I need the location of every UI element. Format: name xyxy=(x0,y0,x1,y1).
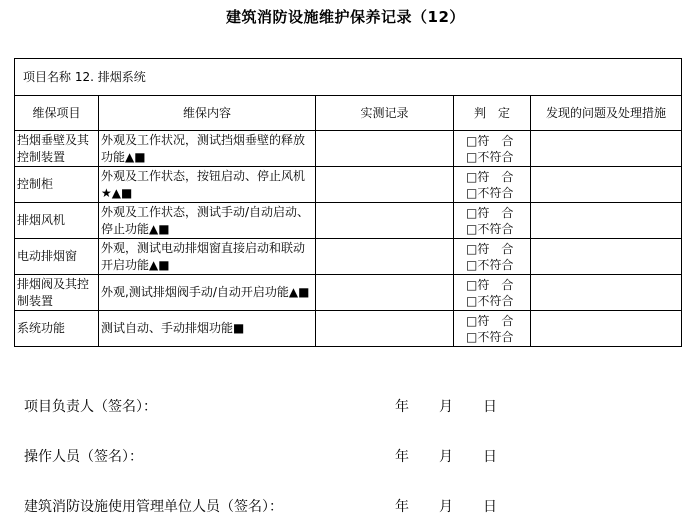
column-header-issues: 发现的问题及处理措施 xyxy=(531,96,682,131)
page-title: 建筑消防设施维护保养记录（12） xyxy=(226,8,465,26)
record-cell[interactable] xyxy=(316,311,454,347)
table-row xyxy=(15,275,682,311)
date-month-label: 月 xyxy=(439,499,453,515)
table-row xyxy=(15,311,682,347)
row-content: 测试自动、手动排烟功能■ xyxy=(99,311,316,347)
verdict-fail-checkbox[interactable]: □不符合 xyxy=(466,149,514,164)
row-content: 外观及工作状况，测试挡烟垂壁的释放功能▲■ xyxy=(99,131,316,167)
verdict-fail-checkbox[interactable]: □不符合 xyxy=(466,185,514,200)
verdict-fail-checkbox[interactable]: □不符合 xyxy=(466,257,514,272)
issues-cell[interactable] xyxy=(531,239,682,275)
issues-cell[interactable] xyxy=(531,311,682,347)
row-content: 外观,测试排烟阀手动/自动开启功能▲■ xyxy=(99,275,316,311)
row-item: 挡烟垂壁及其控制装置 xyxy=(15,131,99,167)
verdict-cell xyxy=(454,203,531,239)
verdict-cell xyxy=(454,131,531,167)
date-line xyxy=(395,446,497,466)
verdict-pass-checkbox[interactable]: □符 合 xyxy=(466,133,514,148)
verdict-pass-checkbox[interactable]: □符 合 xyxy=(466,277,514,292)
issues-cell[interactable] xyxy=(531,167,682,203)
record-cell[interactable] xyxy=(316,275,454,311)
verdict-fail-checkbox[interactable]: □不符合 xyxy=(466,221,514,236)
date-year-label: 年 xyxy=(395,399,409,415)
row-item: 电动排烟窗 xyxy=(15,239,99,275)
verdict-cell xyxy=(454,167,531,203)
row-content: 外观，测试电动排烟窗直接启动和联动开启功能▲■ xyxy=(99,239,316,275)
date-year-label: 年 xyxy=(395,449,409,465)
table-row xyxy=(15,239,682,275)
date-month-label: 月 xyxy=(439,449,453,465)
verdict-pass-checkbox[interactable]: □符 合 xyxy=(466,205,514,220)
date-day-label: 日 xyxy=(483,449,497,465)
verdict-fail-checkbox[interactable]: □不符合 xyxy=(466,293,514,308)
verdict-pass-checkbox[interactable]: □符 合 xyxy=(466,313,514,328)
date-year-label: 年 xyxy=(395,499,409,515)
row-item: 系统功能 xyxy=(15,311,99,347)
row-content: 外观及工作状态，按钮启动、停止风机★▲■ xyxy=(99,167,316,203)
signature-project-lead: 项目负责人（签名）： xyxy=(24,399,157,415)
row-item: 控制柜 xyxy=(15,167,99,203)
table-row xyxy=(15,167,682,203)
issues-cell[interactable] xyxy=(531,275,682,311)
verdict-cell xyxy=(454,275,531,311)
date-day-label: 日 xyxy=(483,499,497,515)
project-name: 项目名称 12. 排烟系统 xyxy=(15,59,682,96)
verdict-cell xyxy=(454,311,531,347)
row-item: 排烟风机 xyxy=(15,203,99,239)
table-row xyxy=(15,203,682,239)
record-cell[interactable] xyxy=(316,239,454,275)
row-item: 排烟阀及其控制装置 xyxy=(15,275,99,311)
date-line xyxy=(395,496,497,516)
column-header-record: 实测记录 xyxy=(316,96,454,131)
row-content: 外观及工作状态，测试手动/自动启动、停止功能▲■ xyxy=(99,203,316,239)
column-header-item: 维保项目 xyxy=(15,96,99,131)
signature-management-unit: 建筑消防设施使用管理单位人员（签名）： xyxy=(24,499,283,515)
column-header-verdict: 判 定 xyxy=(454,96,531,131)
column-header-content: 维保内容 xyxy=(99,96,316,131)
date-month-label: 月 xyxy=(439,399,453,415)
verdict-fail-checkbox[interactable]: □不符合 xyxy=(466,329,514,344)
issues-cell[interactable] xyxy=(531,131,682,167)
issues-cell[interactable] xyxy=(531,203,682,239)
maintenance-record-table xyxy=(14,58,682,347)
verdict-pass-checkbox[interactable]: □符 合 xyxy=(466,241,514,256)
record-cell[interactable] xyxy=(316,167,454,203)
verdict-pass-checkbox[interactable]: □符 合 xyxy=(466,169,514,184)
table-row xyxy=(15,131,682,167)
record-cell[interactable] xyxy=(316,203,454,239)
record-cell[interactable] xyxy=(316,131,454,167)
date-day-label: 日 xyxy=(483,399,497,415)
signature-operator: 操作人员（签名）： xyxy=(24,449,143,465)
verdict-cell xyxy=(454,239,531,275)
date-line xyxy=(395,396,497,416)
table-header xyxy=(15,96,682,131)
